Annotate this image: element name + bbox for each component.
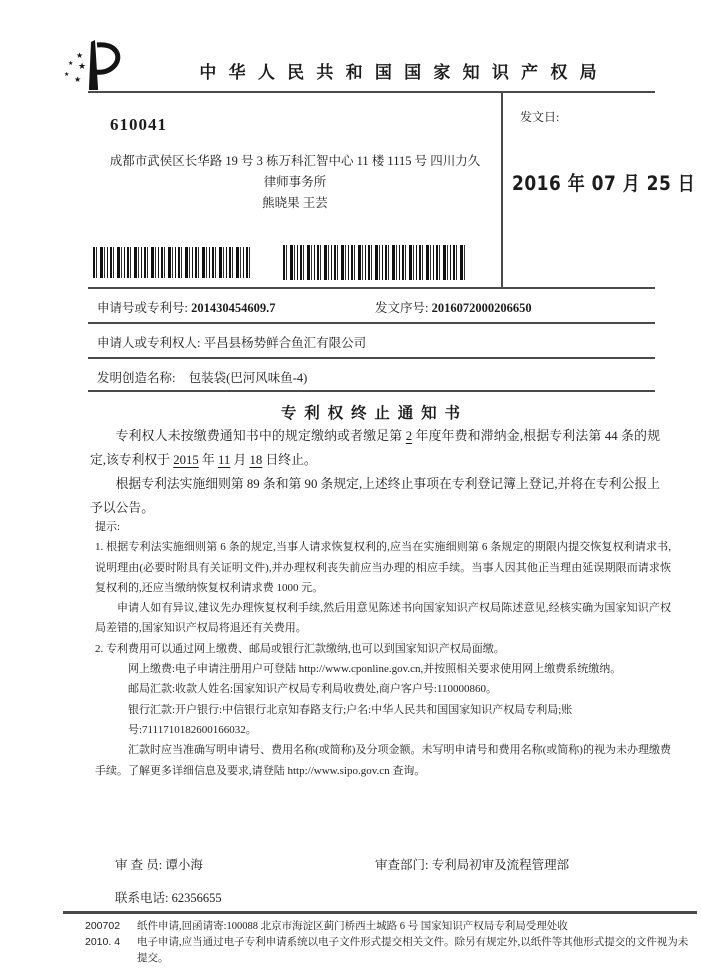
application-number-value: 201430454609.7	[191, 301, 276, 315]
barcode-right	[283, 245, 465, 280]
svg-text:★: ★	[76, 51, 84, 60]
meta-divider-1	[88, 287, 655, 289]
meta-divider-3	[88, 357, 655, 359]
note-bank-payment: 银行汇款:开户银行:中信银行北京知春路支行;户名:中华人民共和国国家知识产权局专利局;账号:7111710182600166032。	[128, 703, 573, 736]
agency-title: 中 华 人 民 共 和 国 国 家 知 识 产 权 局	[199, 63, 601, 82]
notes-heading: 提示:	[95, 521, 121, 533]
serial-number-label: 发文序号:	[375, 301, 429, 315]
dispatch-date-label: 发文日:	[520, 110, 560, 124]
examiner-label: 审 查 员:	[115, 858, 163, 872]
footer-electronic-note: 电子申请,应当通过电子专利申请系统以电子文件形式提交相关文件。除另有规定外,以纸件等其他形式提交的文件视为未提交。	[137, 937, 689, 964]
meta-divider-4	[88, 390, 655, 392]
department-label: 审查部门:	[375, 858, 429, 872]
meta-divider-2	[88, 322, 655, 324]
note-online-payment: 网上缴费:电子申请注册用户可登陆 http://www.cponline.gov.cn,并按照相关要求使用网上缴费系统缴纳。	[128, 663, 622, 676]
notice-paragraph-1: 专利权人未按缴费通知书中的规定缴纳或者缴足第 2 年度年费和滞纳金,根据专利法第 44 条的规定,该专利权于 2015 年 11 月 18 日终止。	[90, 429, 661, 467]
svg-text:★: ★	[78, 61, 87, 71]
notice-body	[90, 424, 660, 520]
footer-divider-line	[63, 911, 697, 914]
note-post-payment: 邮局汇款:收款人姓名:国家知识产权局专利局收费处,商户客户号:110000860。	[128, 683, 498, 696]
applicant-label: 申请人或专利权人:	[97, 336, 201, 350]
barcode-left	[93, 247, 250, 278]
department-name: 专利局初审及流程管理部	[431, 858, 570, 872]
serial-number-value: 2016072000206650	[431, 301, 532, 315]
svg-text:★: ★	[64, 72, 70, 78]
note-item-1: 1. 根据专利法实施细则第 6 条的规定,当事人请求恢复权利的,应当在实施细则第 6 条规定的期限内提交恢复权利请求书,说明理由(必要时附具有关证明文件),并办理权利丧失前应当办理的相应手续。当事人因其他正当理由延误期限而请求恢复权利的,还应当缴纳恢复权利请求费 1000 元。	[95, 541, 671, 594]
svg-text:★: ★	[74, 75, 82, 84]
footer-paper-note: 纸件申请,回函请寄:100088 北京市海淀区蓟门桥西土城路 6 号 国家知识产权局专利局受理处收	[137, 921, 568, 932]
serial-number-row	[375, 298, 532, 316]
department-row	[375, 855, 569, 873]
header-divider-line	[88, 91, 655, 93]
application-number-row	[97, 298, 275, 316]
phone-label: 联系电话:	[115, 891, 169, 905]
note-remittance: 汇款时应当准确写明申请号、费用名称(或简称)及分项金额。未写明申请号和费用名称(或简称)的视为未办理缴费手续。了解更多详细信息及要求,请登陆 http://www.sipo.gov.cn 查询。	[95, 744, 671, 777]
sipo-logo-icon	[62, 38, 126, 96]
address-line-3: 熊晓果 王芸	[262, 196, 328, 210]
invention-label: 发明创造名称:	[97, 371, 176, 385]
footer-code-1: 200702	[85, 920, 121, 932]
notice-title: 专 利 权 终 止 通 知 书	[280, 405, 463, 422]
address-line-1: 成都市武侯区长华路 19 号 3 栋万科汇智中心 11 楼 1115 号 四川力久	[109, 154, 481, 168]
notes-section	[95, 517, 671, 781]
applicant-value: 平昌县杨势鲜合鱼汇有限公司	[203, 336, 367, 350]
invention-value: 包装袋(巴河风味鱼-4)	[188, 371, 308, 385]
svg-text:★: ★	[68, 61, 74, 67]
footer-code-2: 2010. 4	[85, 936, 121, 948]
notice-paragraph-2: 根据专利法实施细则第 89 条和第 90 条规定,上述终止事项在专利登记簿上登记,并将在专利公报上予以公告。	[90, 477, 660, 515]
header-vertical-divider	[501, 92, 503, 287]
note-item-1b: 申请人如有异议,建议先办理恢复权利手续,然后用意见陈述书向国家知识产权局陈述意见,经核实确为国家知识产权局差错的,国家知识产权局将退还有关费用。	[95, 602, 671, 635]
dispatch-date-value: 2016 年 07 月 25 日	[512, 172, 696, 196]
recipient-postcode: 610041	[110, 115, 167, 134]
phone-row	[115, 888, 222, 906]
note-item-2: 2. 专利费用可以通过网上缴费、邮局或银行汇款缴纳,也可以到国家知识产权局面缴。	[95, 642, 505, 655]
invention-row	[97, 368, 307, 386]
recipient-address	[97, 151, 493, 214]
phone-number: 62356655	[171, 891, 222, 905]
examiner-name: 谭小海	[165, 858, 203, 872]
footer-notes	[137, 919, 693, 967]
applicant-row	[97, 333, 366, 351]
examiner-row	[115, 855, 203, 873]
application-number-label: 申请号或专利号:	[97, 301, 188, 315]
address-line-2: 律师事务所	[263, 175, 327, 189]
